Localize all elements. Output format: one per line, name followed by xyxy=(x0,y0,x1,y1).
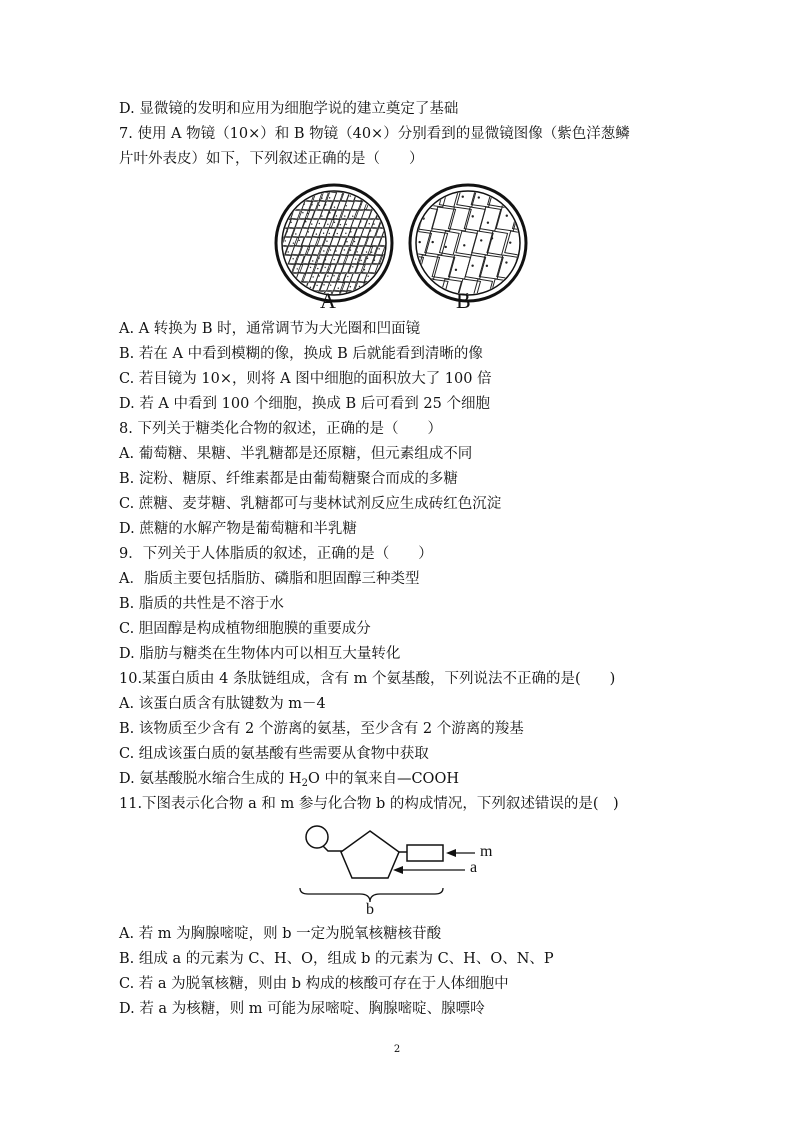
q11-option-c: C. 若 a 为脱氧核糖，则由 b 构成的核酸可存在于人体细胞中 xyxy=(119,976,509,992)
q11-stem: 11.下图表示化合物 a 和 m 参与化合物 b 的构成情况，下列叙述错误的是( ) xyxy=(119,796,619,812)
q11-option-d: D. 若 a 为核糖，则 m 可能为尿嘧啶、胸腺嘧啶、腺嘌呤 xyxy=(119,1001,485,1017)
page-number: 2 xyxy=(393,1044,401,1055)
q9-option-d: D. 脂肪与糖类在生物体内可以相互大量转化 xyxy=(119,646,401,662)
microscope-view-b xyxy=(408,183,528,303)
nucleotide-diagram xyxy=(290,818,530,918)
q9-stem: 9．下列关于人体脂质的叙述，正确的是（ ） xyxy=(119,546,433,562)
q7-option-b: B. 若在 A 中看到模糊的像，换成 B 后就能看到清晰的像 xyxy=(119,346,483,362)
q7-option-d: D. 若 A 中看到 100 个细胞，换成 B 后可看到 25 个细胞 xyxy=(119,396,490,412)
q10-stem: 10.某蛋白质由 4 条肽链组成，含有 m 个氨基酸，下列说法不正确的是( ) xyxy=(119,671,616,687)
q7-stem-line2: 片叶外表皮）如下，下列叙述正确的是（ ） xyxy=(119,151,424,167)
q8-option-b: B. 淀粉、糖原、纤维素都是由葡萄糖聚合而成的多糖 xyxy=(119,471,458,487)
q10-option-a: A. 该蛋白质含有肽键数为 m－4 xyxy=(119,696,326,712)
q11-option-b: B. 组成 a 的元素为 C、H、O，组成 b 的元素为 C、H、O、N、P xyxy=(119,951,554,967)
q11-option-a: A. 若 m 为胸腺嘧啶，则 b 一定为脱氧核糖核苷酸 xyxy=(119,926,442,942)
figure-label-b: B xyxy=(456,288,471,313)
diagram-label-b: b xyxy=(366,901,374,918)
q8-stem: 8. 下列关于糖类化合物的叙述，正确的是（ ） xyxy=(119,421,442,437)
q10-option-d-prefix: D. 氨基酸脱水缩合生成的 H xyxy=(119,771,302,787)
q9-option-b: B. 脂质的共性是不溶于水 xyxy=(119,596,284,612)
diagram-label-a: a xyxy=(470,859,478,876)
q10-option-d xyxy=(119,770,459,793)
q7-stem-line1: 7. 使用 A 物镜（10×）和 B 物镜（40×）分别看到的显微镜图像（紫色洋葱鳞 xyxy=(119,126,630,142)
q8-option-a: A. 葡萄糖、果糖、半乳糖都是还原糖，但元素组成不同 xyxy=(119,446,473,462)
q10-option-d-suffix: O 中的氧来自—COOH xyxy=(307,771,459,787)
q8-option-c: C. 蔗糖、麦芽糖、乳糖都可与斐林试剂反应生成砖红色沉淀 xyxy=(119,496,502,512)
sugar-pentagon xyxy=(341,831,399,878)
diagram-label-m: m xyxy=(480,843,493,860)
phosphate-circle xyxy=(306,826,328,848)
q10-option-c: C. 组成该蛋白质的氨基酸有些需要从食物中获取 xyxy=(119,746,429,762)
q10-option-b: B. 该物质至少含有 2 个游离的氨基，至少含有 2 个游离的羧基 xyxy=(119,721,524,737)
q10-option-d-subscript: 2 xyxy=(301,778,308,789)
figure-label-a: A xyxy=(320,288,336,313)
base-rectangle xyxy=(407,845,443,861)
q7-option-a: A. A 转换为 B 时，通常调节为大光圈和凹面镜 xyxy=(119,321,421,337)
q9-option-c: C. 胆固醇是构成植物细胞膜的重要成分 xyxy=(119,621,371,637)
q8-option-d: D. 蔗糖的水解产物是葡萄糖和半乳糖 xyxy=(119,521,357,537)
prev-option-d: D. 显微镜的发明和应用为细胞学说的建立奠定了基础 xyxy=(119,101,459,117)
microscope-view-a xyxy=(274,183,394,303)
q7-option-c: C. 若目镜为 10×，则将 A 图中细胞的面积放大了 100 倍 xyxy=(119,371,492,387)
q9-option-a: A．脂质主要包括脂肪、磷脂和胆固醇三种类型 xyxy=(119,571,420,587)
